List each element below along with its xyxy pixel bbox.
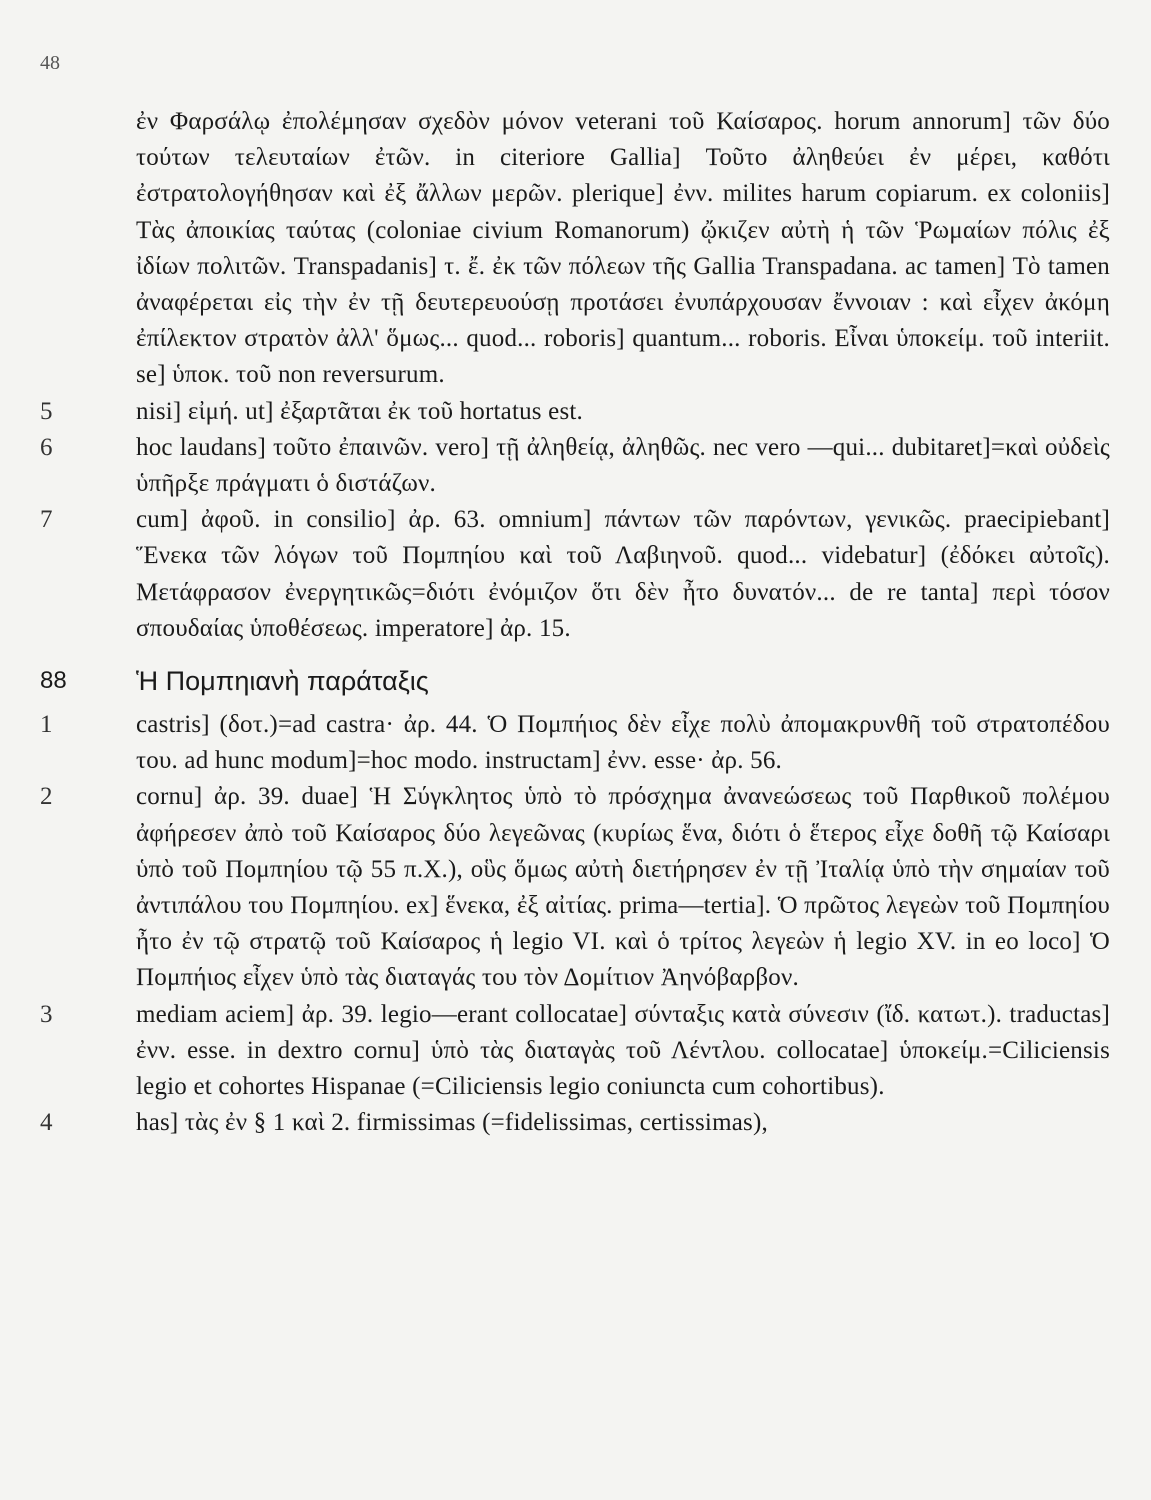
paragraph: castris] (δοτ.)=ad castra· ἀρ. 44. Ὁ Πομπήιος δὲν εἶχε πολὺ ἀπομακρυνθῆ τοῦ στρατοπέδου του. ad hunc modum]=hoc modo. instructam] ἐνν. esse· ἀρ. 56. bbox=[136, 711, 1110, 775]
paragraph: ἐν Φαρσάλῳ ἐπολέμησαν σχεδὸν μόνον veterani τοῦ Καίσαρος. horum annorum] τῶν δύο τούτων τελευταίων ἐτῶν. in citeriore Gallia] Τοῦτο ἀληθεύει ἐν μέρει, καθότι ἐστρατολογήθησαν καὶ ἐξ ἄλλων μερῶν. plerique] ἐνν. milites harum copiarum. ex coloniis] Τὰς ἀποικίας ταύτας (coloniae civium Romanorum) ᾤκιζεν αὐτὴ ἡ τῶν Ῥωμαίων πόλις ἐξ ἰδίων πολιτῶν. Transpadanis] τ. ἔ. ἐκ τῶν πόλεων τῆς Gallia Transpadana. ac tamen] Τὸ tamen ἀναφέρεται εἰς τὴν ἐν τῇ δευτερευούσῃ προτάσει ἐνυπάρχουσαν ἔννοιαν : καὶ εἶχεν ἀκόμη ἐπίλεκτον στρατὸν ἀλλ' ὅμως... quod... roboris] quantum... roboris. Εἶναι ὑποκείμ. τοῦ interiit. se] ὑποκ. τοῦ non reversurum. bbox=[136, 108, 1110, 389]
commentary-block bbox=[40, 430, 1110, 502]
commentary-block bbox=[40, 104, 1110, 394]
paragraph: has] τὰς ἐν § 1 καὶ 2. firmissimas (=fidelissimas, certissimas), bbox=[136, 1109, 768, 1137]
commentary-block bbox=[40, 707, 1110, 779]
line-number: 2 bbox=[40, 783, 53, 811]
section-number: 88 bbox=[40, 667, 67, 695]
line-number: 6 bbox=[40, 433, 53, 461]
commentary-block bbox=[40, 394, 1110, 430]
paragraph: cornu] ἀρ. 39. duae] Ἡ Σύγκλητος ὑπὸ τὸ πρόσχημα ἀνανεώσεως τοῦ Παρθικοῦ πολέμου ἀφήρεσεν ἀπὸ τοῦ Καίσαρος δύο λεγεῶνας (κυρίως ἕνα, διότι ὁ ἕτερος εἶχε δοθῆ τῷ Καίσαρι ὑπὸ τοῦ Πομπηίου τῷ 55 π.Χ.), οὓς ὅμως αὐτὴ διετήρησεν ἐν τῇ Ἰταλίᾳ ὑπὸ τὴν σημαίαν τοῦ ἀντιπάλου του Πομπηίου. ex] ἕνεκα, ἐξ αἰτίας. prima—tertia]. Ὁ πρῶτος λεγεὼν τοῦ Πομπηίου ἦτο ἐν τῷ στρατῷ τοῦ Καίσαρος ἡ legio VI. καὶ ὁ τρίτος λεγεὼν ἡ legio XV. in eo loco] Ὁ Πομπήιος εἶχεν ὑπὸ τὰς διαταγάς του τὸν Δομίτιον Ἀηνόβαρβον. bbox=[136, 783, 1110, 992]
section-title: Ἡ Πομπηιανὴ παράταξις bbox=[136, 666, 429, 697]
line-number: 4 bbox=[40, 1109, 53, 1137]
paragraph: mediam aciem] ἀρ. 39. legio—erant collocatae] σύνταξις κατὰ σύνεσιν (ἴδ. κατωτ.). traductas] ἐνν. esse. in dextro cornu] ὑπὸ τὰς διαταγὰς τοῦ Λέντλου. collocatae] ὑποκείμ.=Ciliciensis legio et cohortes Hispanae (=Ciliciensis legio coniuncta cum cohortibus). bbox=[136, 1000, 1110, 1101]
commentary-block bbox=[40, 997, 1110, 1106]
paragraph: nisi] εἰμή. ut] ἐξαρτᾶται ἐκ τοῦ hortatus est. bbox=[136, 397, 584, 425]
paragraph: hoc laudans] τοῦτο ἐπαινῶν. vero] τῇ ἀληθείᾳ, ἀληθῶς. nec vero —qui... dubitaret]=καὶ οὐδεὶς ὑπῆρξε πράγματι ὁ διστάζων. bbox=[136, 433, 1110, 498]
line-number: 1 bbox=[40, 711, 53, 739]
commentary-block bbox=[40, 779, 1110, 996]
commentary-block bbox=[40, 502, 1110, 647]
commentary-text bbox=[40, 104, 1110, 1141]
section-heading bbox=[40, 661, 1110, 701]
page-number: 48 bbox=[40, 52, 60, 74]
commentary-block bbox=[40, 1105, 1110, 1141]
line-number: 5 bbox=[40, 397, 53, 425]
paragraph: cum] ἀφοῦ. in consilio] ἀρ. 63. omnium] πάντων τῶν παρόντων, γενικῶς. praecipiebant] Ἕνεκα τῶν λόγων τοῦ Πομπηίου καὶ τοῦ Λαβιηνοῦ. quod... videbatur] (ἐδόκει αὐτοῖς). Μετάφρασον ἐνεργητικῶς=διότι ἐνόμιζον ὅτι δὲν ἦτο δυνατόν... de re tanta] περὶ τόσον σπουδαίας ὑποθέσεως. imperatore] ἀρ. 15. bbox=[136, 506, 1110, 642]
line-number: 3 bbox=[40, 1000, 53, 1028]
line-number: 7 bbox=[40, 506, 53, 534]
